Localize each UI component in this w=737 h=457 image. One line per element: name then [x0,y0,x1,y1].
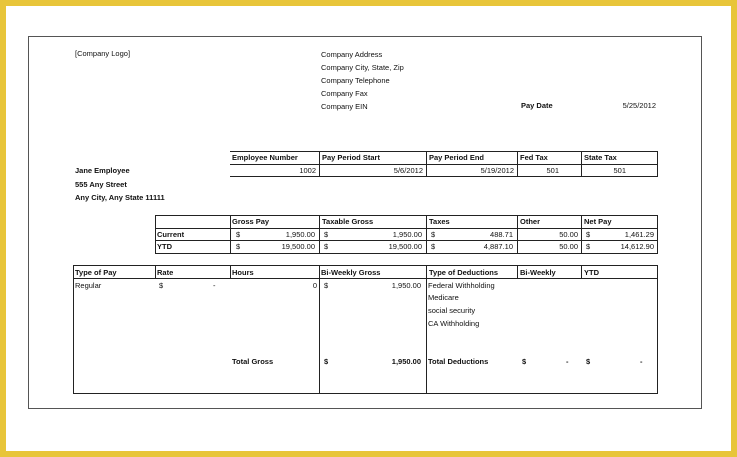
detail-table-divider [517,265,518,279]
ytd-header: YTD [584,268,599,277]
info-table-divider [319,151,320,177]
employee-street: 555 Any Street [75,180,127,189]
info-table-bottom-rule [230,176,658,177]
rate-value: - [213,281,216,290]
summary-table-divider [581,215,582,254]
currency-symbol: $ [522,357,527,366]
pay-date-value: 5/25/2012 [622,101,656,110]
hours-value: 0 [312,281,317,290]
type-of-deductions-header: Type of Deductions [429,268,499,277]
currency-symbol: $ [586,357,591,366]
deduction-social-security: social security [428,306,476,315]
summary-table-divider [657,215,658,254]
type-of-pay-header: Type of Pay [75,268,117,277]
info-table-divider [657,151,658,177]
pay-period-end-value: 5/19/2012 [480,166,514,175]
detail-table-header-rule [73,278,658,279]
detail-table-divider [426,265,427,394]
total-gross-label: Total Gross [232,357,274,366]
info-table-divider [581,151,582,177]
company-telephone: Company Telephone [321,76,390,85]
current-taxes: 488.71 [490,230,513,239]
summary-table-divider [230,215,231,254]
total-deductions-ytd-value: - [640,357,643,366]
employee-name: Jane Employee [75,166,130,175]
pay-period-end-header: Pay Period End [429,153,485,162]
deduction-federal-withholding: Federal Withholding [428,281,495,290]
ytd-net-pay: 14,612.90 [620,242,654,251]
pay-period-start-value: 5/6/2012 [393,166,423,175]
company-city: Company City, State, Zip [321,63,404,72]
current-net-pay: 1,461.29 [624,230,654,239]
employee-city: Any City, Any State 11111 [75,193,165,202]
detail-table-divider [73,265,74,394]
currency-symbol: $ [586,242,591,251]
pay-type-regular: Regular [75,281,102,290]
info-table-divider [517,151,518,177]
currency-symbol: $ [236,242,241,251]
current-taxable-gross: 1,950.00 [392,230,422,239]
ytd-gross-pay: 19,500.00 [281,242,315,251]
bi-weekly-gross-value: 1,950.00 [391,281,421,290]
ytd-taxable-gross: 19,500.00 [388,242,422,251]
currency-symbol: $ [586,230,591,239]
detail-table-divider [581,265,582,279]
pay-period-start-header: Pay Period Start [322,153,380,162]
currency-symbol: $ [431,230,436,239]
taxes-header: Taxes [429,217,450,226]
company-logo-placeholder: [Company Logo] [75,49,131,58]
detail-table-bottom-rule [73,393,658,394]
company-address: Company Address [321,50,383,59]
current-row-label: Current [157,230,185,239]
other-header: Other [520,217,541,226]
current-other: 50.00 [559,230,578,239]
detail-table-top-rule [73,265,658,266]
current-gross-pay: 1,950.00 [285,230,315,239]
summary-table-divider [155,215,156,254]
rate-header: Rate [157,268,174,277]
detail-table-divider [155,265,156,279]
info-table-divider [426,151,427,177]
taxable-gross-header: Taxable Gross [322,217,374,226]
gross-pay-header: Gross Pay [232,217,270,226]
deduction-medicare: Medicare [428,293,459,302]
summary-table-divider [517,215,518,254]
detail-table-divider [230,265,231,279]
net-pay-header: Net Pay [584,217,612,226]
total-deductions-biweekly-value: - [566,357,569,366]
company-ein: Company EIN [321,102,368,111]
currency-symbol: $ [159,281,164,290]
total-deductions-label: Total Deductions [428,357,489,366]
ytd-taxes: 4,887.10 [483,242,513,251]
currency-symbol: $ [324,242,329,251]
detail-table-divider [657,265,658,394]
currency-symbol: $ [324,230,329,239]
total-gross-value: 1,950.00 [391,357,421,366]
state-tax-header: State Tax [584,153,617,162]
bi-weekly-header: Bi-Weekly [520,268,556,277]
employee-number-header: Employee Number [232,153,298,162]
fed-tax-header: Fed Tax [520,153,548,162]
pay-date-label: Pay Date [521,101,553,110]
employee-number-value: 1002 [299,166,316,175]
summary-table-divider [319,215,320,254]
currency-symbol: $ [324,281,329,290]
fed-tax-value: 501 [546,166,559,175]
company-fax: Company Fax [321,89,368,98]
ytd-row-label: YTD [157,242,172,251]
hours-header: Hours [232,268,254,277]
bi-weekly-gross-header: Bi-Weekly Gross [321,268,381,277]
summary-table-divider [426,215,427,254]
detail-table-divider [319,265,320,394]
currency-symbol: $ [324,357,329,366]
info-table-top-rule [230,151,658,152]
currency-symbol: $ [431,242,436,251]
deduction-ca-withholding: CA Withholding [428,319,480,328]
currency-symbol: $ [236,230,241,239]
info-table-mid-rule [230,164,658,165]
ytd-other: 50.00 [559,242,578,251]
state-tax-value: 501 [613,166,626,175]
